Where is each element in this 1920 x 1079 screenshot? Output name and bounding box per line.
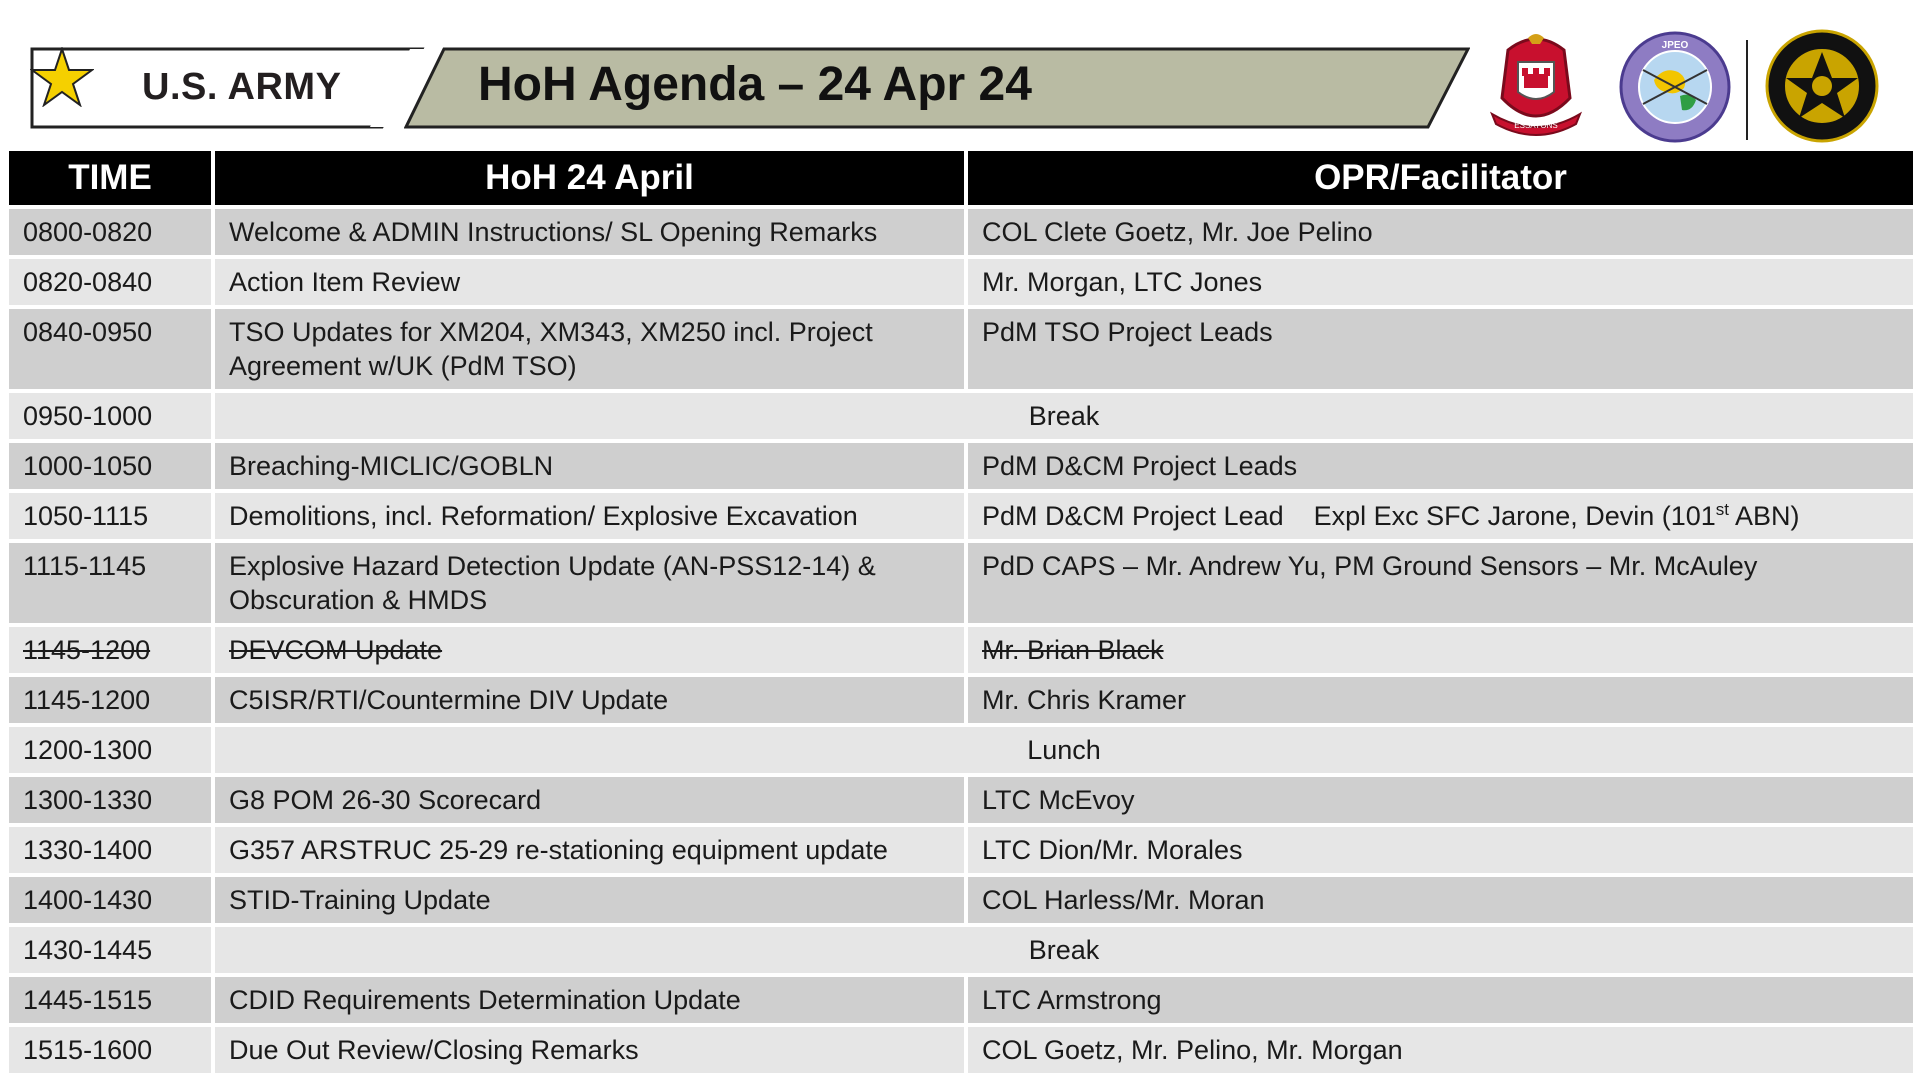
army-star-icon	[30, 47, 94, 107]
row-time: 1000-1050	[9, 441, 213, 491]
row-time: 1430-1445	[9, 925, 213, 975]
row-time: 1200-1300	[9, 725, 213, 775]
row-break: Break	[213, 391, 1913, 441]
table-row	[9, 725, 1913, 775]
svg-text:JPEO: JPEO	[1661, 40, 1689, 51]
svg-text:ESSAYONS: ESSAYONS	[1514, 121, 1558, 130]
us-army-logo	[30, 47, 415, 127]
row-item: DEVCOM Update	[213, 625, 966, 675]
row-opr: PdM D&CM Project Leads	[966, 441, 1913, 491]
row-time: 1115-1145	[9, 541, 213, 625]
row-time: 0840-0950	[9, 307, 213, 391]
row-item: Action Item Review	[213, 257, 966, 307]
row-break: Break	[213, 925, 1913, 975]
column-header-opr: OPR/Facilitator	[966, 151, 1913, 207]
row-opr: LTC Dion/Mr. Morales	[966, 825, 1913, 875]
row-opr: COL Goetz, Mr. Pelino, Mr. Morgan	[966, 1025, 1913, 1073]
row-opr: PdD CAPS – Mr. Andrew Yu, PM Ground Sensors – Mr. McAuley	[966, 541, 1913, 625]
row-time: 1050-1115	[9, 491, 213, 541]
row-opr: LTC Armstrong	[966, 975, 1913, 1025]
table-row	[9, 491, 1913, 541]
row-opr: COL Harless/Mr. Moran	[966, 875, 1913, 925]
title-band	[404, 47, 1470, 129]
row-opr: LTC McEvoy	[966, 775, 1913, 825]
row-time: 0820-0840	[9, 257, 213, 307]
row-time: 1145-1200	[9, 675, 213, 725]
column-header-time: TIME	[9, 151, 213, 207]
row-opr-lead: PdM D&CM Project Lead	[982, 501, 1284, 531]
engineer-castle-seal-icon	[1478, 28, 1594, 144]
row-item: G357 ARSTRUC 25-29 re-stationing equipment update	[213, 825, 966, 875]
row-item: C5ISR/RTI/Countermine DIV Update	[213, 675, 966, 725]
table-row	[9, 441, 1913, 491]
row-opr	[966, 491, 1913, 541]
table-row	[9, 257, 1913, 307]
row-item: Due Out Review/Closing Remarks	[213, 1025, 966, 1073]
row-item: STID-Training Update	[213, 875, 966, 925]
row-item: Welcome & ADMIN Instructions/ SL Opening Remarks	[213, 207, 966, 257]
row-time: 1400-1430	[9, 875, 213, 925]
row-opr-sup: st	[1715, 500, 1730, 519]
row-item: Demolitions, incl. Reformation/ Explosive Excavation	[213, 491, 966, 541]
row-opr: PdM TSO Project Leads	[966, 307, 1913, 391]
row-item: Breaching-MICLIC/GOBLN	[213, 441, 966, 491]
table-row	[9, 825, 1913, 875]
page-title: HoH Agenda – 24 Apr 24	[478, 58, 1032, 111]
row-item: CDID Requirements Determination Update	[213, 975, 966, 1025]
table-header-row	[9, 151, 1913, 207]
row-opr: Mr. Chris Kramer	[966, 675, 1913, 725]
table-row	[9, 975, 1913, 1025]
row-time: 0950-1000	[9, 391, 213, 441]
table-row	[9, 1025, 1913, 1073]
row-opr: COL Clete Goetz, Mr. Joe Pelino	[966, 207, 1913, 257]
row-opr: Mr. Morgan, LTC Jones	[966, 257, 1913, 307]
table-row	[9, 541, 1913, 625]
jpeo-armaments-seal-icon	[1618, 30, 1732, 144]
row-item: Explosive Hazard Detection Update (AN-PSS12-14) & Obscuration & HMDS	[213, 541, 966, 625]
row-opr-extra: Expl Exc SFC Jarone, Devin (101	[1313, 501, 1716, 531]
row-lunch: Lunch	[213, 725, 1913, 775]
row-opr: Mr. Brian Black	[966, 625, 1913, 675]
table-row	[9, 925, 1913, 975]
row-item: G8 POM 26-30 Scorecard	[213, 775, 966, 825]
row-time: 1515-1600	[9, 1025, 213, 1073]
row-opr-tail: ABN)	[1729, 501, 1800, 531]
column-header-item: HoH 24 April	[213, 151, 966, 207]
table-row	[9, 207, 1913, 257]
pm-close-combat-seal-icon	[1764, 28, 1880, 144]
table-row	[9, 875, 1913, 925]
row-time: 1300-1330	[9, 775, 213, 825]
table-row	[9, 775, 1913, 825]
row-item: TSO Updates for XM204, XM343, XM250 incl. Project Agreement w/UK (PdM TSO)	[213, 307, 966, 391]
table-row	[9, 675, 1913, 725]
table-row	[9, 307, 1913, 391]
row-time: 1145-1200	[9, 625, 213, 675]
row-time: 0800-0820	[9, 207, 213, 257]
table-row-struck	[9, 625, 1913, 675]
agenda-table	[9, 151, 1913, 1073]
row-time: 1445-1515	[9, 975, 213, 1025]
row-time: 1330-1400	[9, 825, 213, 875]
table-row	[9, 391, 1913, 441]
army-logo-text: U.S. ARMY	[142, 66, 342, 108]
seal-divider	[1746, 40, 1748, 140]
